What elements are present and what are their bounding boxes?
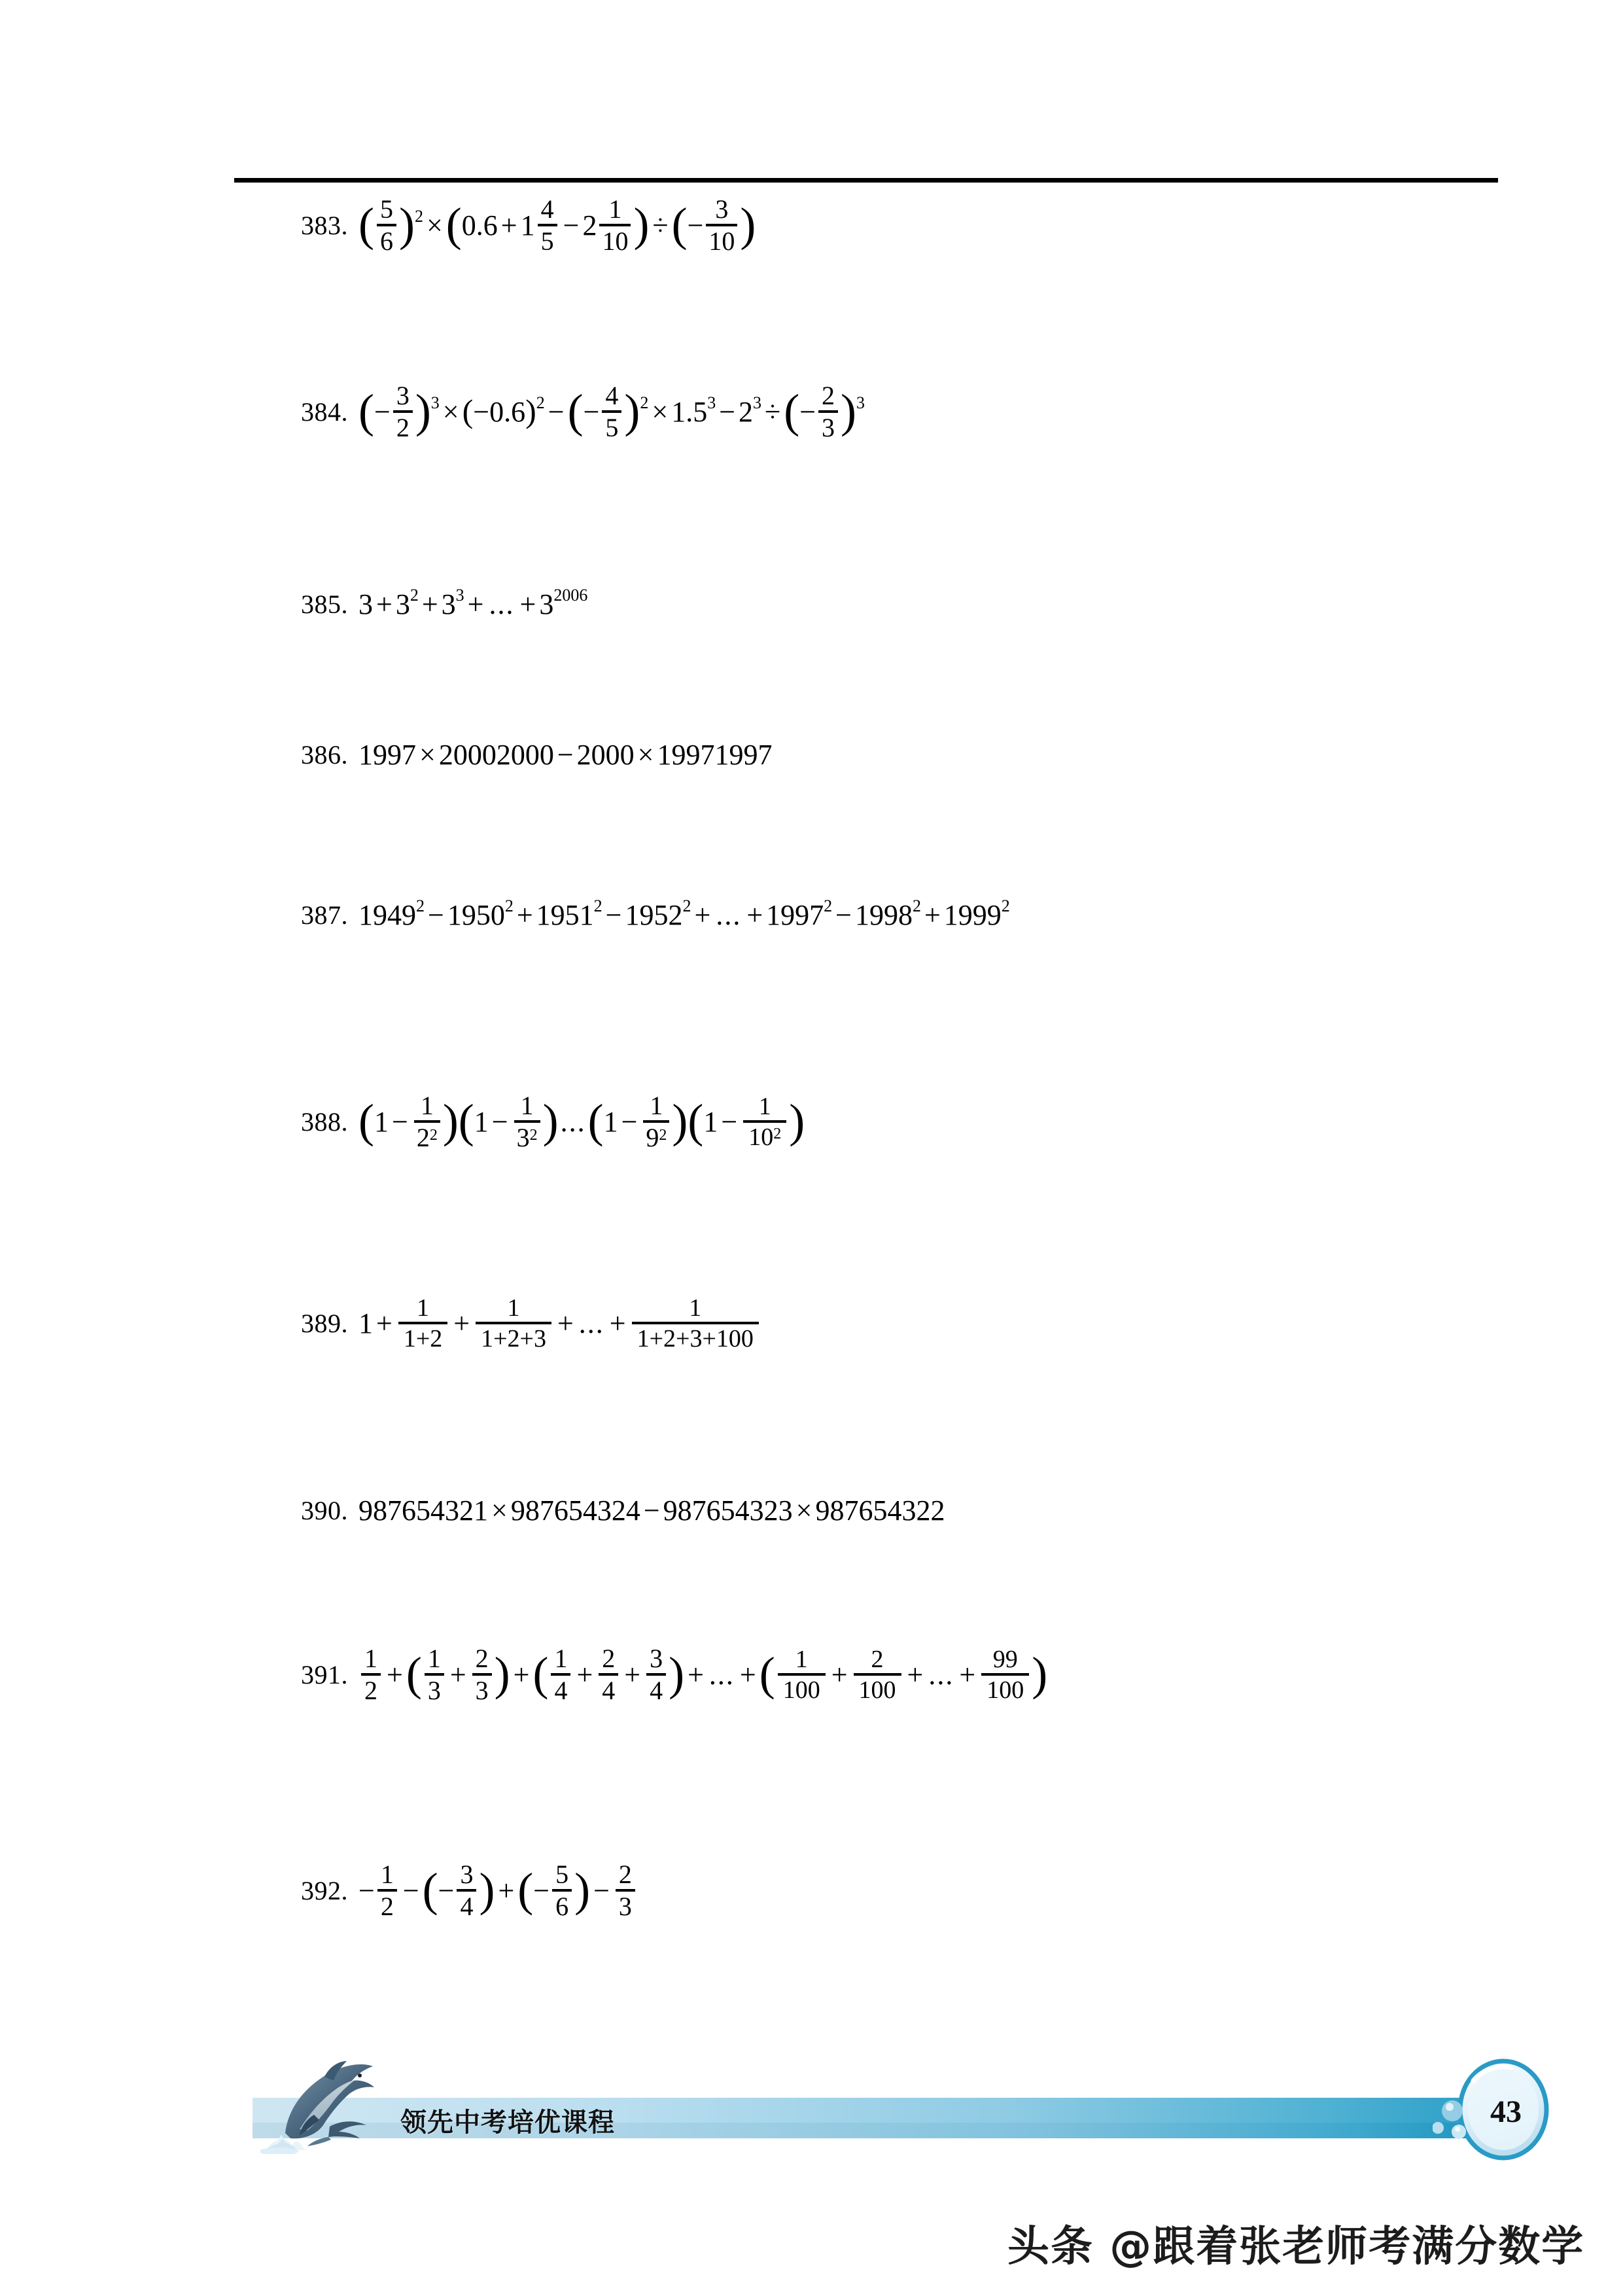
denominator-base: 2 bbox=[416, 1123, 430, 1152]
numerator: 1 bbox=[554, 1644, 568, 1673]
open-paren: ( bbox=[567, 385, 584, 438]
fraction-99-100 bbox=[981, 1647, 1029, 1703]
numerator: 99 bbox=[992, 1646, 1018, 1673]
ellipsis: ... bbox=[578, 1307, 604, 1339]
operator-plus: + bbox=[513, 1658, 530, 1691]
exponent: 2 bbox=[416, 896, 425, 915]
open-paren: ( bbox=[358, 385, 374, 438]
fraction-1-over-1plus2plus3 bbox=[476, 1296, 551, 1351]
numerator: 2 bbox=[618, 1860, 632, 1889]
term: 987654324 bbox=[510, 1494, 640, 1527]
term: 1 bbox=[603, 1105, 618, 1138]
term: 3 bbox=[441, 588, 456, 620]
fraction-3-2 bbox=[393, 383, 413, 441]
term: 1997 bbox=[358, 738, 416, 771]
open-paren: ( bbox=[517, 1863, 534, 1916]
close-paren: ) bbox=[1032, 1648, 1048, 1701]
operator-minus: − bbox=[719, 395, 736, 428]
denominator bbox=[743, 1123, 786, 1150]
whole-part: 1 bbox=[520, 209, 535, 241]
problem-392 bbox=[301, 1862, 638, 1920]
fraction-1-over-1plus2 bbox=[398, 1296, 447, 1351]
operator-times: × bbox=[442, 395, 459, 428]
denominator bbox=[643, 1123, 669, 1151]
term: 1997 bbox=[766, 898, 824, 931]
problem-number: 385. bbox=[301, 590, 348, 619]
fraction-1-2 bbox=[377, 1862, 397, 1920]
fraction-1-4 bbox=[551, 1646, 570, 1704]
operator-plus: + bbox=[557, 1307, 574, 1339]
exponent: 2 bbox=[410, 585, 419, 605]
term: 987654322 bbox=[815, 1494, 945, 1527]
fraction-1-over-9sq bbox=[643, 1093, 669, 1151]
numerator: 1 bbox=[420, 1091, 434, 1120]
exponent: 2 bbox=[824, 896, 833, 915]
operator-minus: − bbox=[548, 395, 565, 428]
operator-minus: − bbox=[593, 1874, 610, 1907]
operator-plus: + bbox=[519, 588, 536, 620]
problem-number: 389. bbox=[301, 1309, 348, 1338]
ellipsis: ... bbox=[560, 1105, 586, 1138]
operator-times: × bbox=[426, 209, 443, 241]
term: 1950 bbox=[447, 898, 505, 931]
denominator-exponent: 2 bbox=[429, 1127, 438, 1144]
footer-brand-text: 领先中考培优课程 bbox=[400, 2108, 615, 2138]
numerator: 1 bbox=[758, 1093, 771, 1120]
operator-plus: + bbox=[421, 588, 438, 620]
fraction-4-5 bbox=[602, 383, 621, 441]
term: 987654323 bbox=[663, 1494, 793, 1527]
operator-minus: − bbox=[835, 898, 852, 931]
open-paren: ( bbox=[358, 1095, 374, 1148]
numerator: 2 bbox=[475, 1644, 489, 1673]
numerator: 1 bbox=[507, 1294, 520, 1322]
operator-plus: + bbox=[376, 588, 393, 620]
exponent: 2 bbox=[682, 896, 691, 915]
denominator: 4 bbox=[554, 1676, 568, 1705]
denominator bbox=[514, 1123, 540, 1151]
exponent: 2006 bbox=[553, 585, 588, 605]
operator-plus: + bbox=[907, 1658, 924, 1691]
problem-expression bbox=[358, 1093, 805, 1151]
close-paren: ) bbox=[624, 385, 640, 438]
operator-minus: − bbox=[643, 1494, 660, 1527]
problem-expression bbox=[358, 738, 773, 771]
exponent: 3 bbox=[753, 393, 762, 412]
close-paren: ) bbox=[415, 385, 431, 438]
exponent: 3 bbox=[707, 393, 716, 412]
exponent: 3 bbox=[430, 393, 440, 412]
problem-number: 386. bbox=[301, 740, 348, 769]
term: 19971997 bbox=[657, 738, 773, 771]
operator-plus: + bbox=[831, 1658, 848, 1691]
ellipsis: ... bbox=[716, 898, 742, 931]
operator-plus: + bbox=[924, 898, 941, 931]
operator-plus: + bbox=[376, 1307, 393, 1339]
exponent: 2 bbox=[640, 393, 649, 412]
problem-number: 388. bbox=[301, 1107, 348, 1137]
sign-negative: − bbox=[358, 1874, 375, 1907]
denominator: 3 bbox=[618, 1892, 632, 1921]
watermark-text: 头条 @跟着张老师考满分数学 bbox=[1007, 2223, 1585, 2271]
problem-number: 383. bbox=[301, 211, 348, 240]
term: 1 bbox=[358, 1307, 373, 1339]
fraction-3-10 bbox=[706, 196, 737, 255]
fraction-2-3 bbox=[472, 1646, 492, 1704]
decimal-term: 1.5 bbox=[671, 395, 708, 428]
exponent: 2 bbox=[414, 206, 423, 226]
operator-times: × bbox=[491, 1494, 508, 1527]
exponent: 2 bbox=[593, 896, 602, 915]
denominator: 100 bbox=[782, 1676, 820, 1704]
numerator: 3 bbox=[650, 1644, 663, 1673]
operator-minus: − bbox=[391, 1105, 408, 1138]
close-paren: ) bbox=[542, 1095, 559, 1148]
fraction-1-100 bbox=[778, 1647, 826, 1703]
sign-negative: − bbox=[438, 1874, 455, 1907]
denominator: 2 bbox=[396, 413, 410, 442]
denominator: 5 bbox=[540, 226, 554, 256]
fraction-4-5 bbox=[538, 196, 557, 255]
operator-plus: + bbox=[688, 1658, 704, 1691]
numerator: 2 bbox=[602, 1644, 616, 1673]
denominator: 100 bbox=[858, 1676, 896, 1704]
numerator: 3 bbox=[396, 381, 410, 410]
operator-plus: + bbox=[624, 1658, 641, 1691]
term: 1 bbox=[374, 1105, 389, 1138]
close-paren: ) bbox=[574, 1863, 591, 1916]
fraction-5-6 bbox=[552, 1862, 572, 1920]
term: 1951 bbox=[536, 898, 594, 931]
operator-plus: + bbox=[467, 588, 484, 620]
denominator: 10 bbox=[708, 226, 735, 256]
term: 1952 bbox=[625, 898, 683, 931]
numerator: 1 bbox=[608, 194, 622, 224]
denominator-base: 10 bbox=[748, 1123, 774, 1151]
decimal-term: −0.6 bbox=[473, 395, 526, 428]
close-paren: ) bbox=[841, 385, 856, 438]
operator-divide: ÷ bbox=[652, 209, 669, 241]
numerator: 1 bbox=[520, 1091, 534, 1120]
operator-divide: ÷ bbox=[765, 395, 781, 428]
numerator: 5 bbox=[379, 194, 393, 224]
open-paren: ( bbox=[458, 1095, 474, 1148]
operator-times: × bbox=[637, 738, 654, 771]
open-paren: ( bbox=[406, 1648, 422, 1701]
operator-plus: + bbox=[959, 1658, 976, 1691]
numerator: 1 bbox=[380, 1860, 394, 1889]
problem-388 bbox=[301, 1093, 805, 1151]
operator-plus: + bbox=[739, 1658, 756, 1691]
denominator: 5 bbox=[605, 413, 619, 442]
ellipsis: ... bbox=[489, 588, 515, 620]
exponent: 3 bbox=[856, 393, 865, 412]
operator-times: × bbox=[652, 395, 669, 428]
exponent: 2 bbox=[536, 393, 545, 412]
operator-minus: − bbox=[563, 209, 580, 241]
fraction-1-over-3sq bbox=[514, 1093, 540, 1151]
problem-number: 387. bbox=[301, 900, 348, 930]
denominator: 1+2+3 bbox=[481, 1325, 546, 1352]
open-paren: ( bbox=[422, 1863, 438, 1916]
open-paren: ( bbox=[462, 393, 474, 429]
numerator: 2 bbox=[822, 381, 835, 410]
denominator: 100 bbox=[986, 1676, 1024, 1704]
open-paren: ( bbox=[587, 1095, 604, 1148]
open-paren: ( bbox=[671, 198, 688, 251]
exponent: 2 bbox=[912, 896, 921, 915]
problem-expression bbox=[358, 1862, 638, 1920]
ellipsis: ... bbox=[928, 1658, 954, 1691]
term: 987654321 bbox=[358, 1494, 488, 1527]
open-paren: ( bbox=[688, 1095, 704, 1148]
numerator: 5 bbox=[555, 1860, 569, 1889]
operator-times: × bbox=[795, 1494, 812, 1527]
operator-minus: − bbox=[621, 1105, 638, 1138]
close-paren: ) bbox=[672, 1095, 688, 1148]
denominator: 4 bbox=[650, 1676, 663, 1705]
numerator: 1 bbox=[650, 1091, 663, 1120]
numerator: 1 bbox=[417, 1294, 430, 1322]
operator-plus: + bbox=[516, 898, 533, 931]
term: 3 bbox=[395, 588, 410, 620]
open-paren: ( bbox=[358, 198, 374, 251]
numerator: 3 bbox=[715, 194, 729, 224]
term: 1998 bbox=[854, 898, 913, 931]
problem-386 bbox=[301, 739, 772, 770]
open-paren: ( bbox=[759, 1648, 775, 1701]
operator-minus: − bbox=[721, 1105, 738, 1138]
fraction-2-3 bbox=[616, 1862, 635, 1920]
denominator: 10 bbox=[602, 226, 629, 256]
term: 20002000 bbox=[438, 738, 554, 771]
problem-expression bbox=[358, 1646, 1047, 1704]
header-rule bbox=[234, 178, 1498, 183]
decimal-term: 0.6 bbox=[461, 209, 498, 241]
close-paren: ) bbox=[789, 1095, 805, 1148]
denominator: 1+2 bbox=[403, 1325, 443, 1352]
denominator-base: 3 bbox=[516, 1123, 530, 1152]
numerator: 2 bbox=[871, 1646, 884, 1673]
fraction-1-over-2sq bbox=[414, 1093, 440, 1151]
problem-number: 392. bbox=[301, 1876, 348, 1905]
sign-negative: − bbox=[687, 209, 704, 241]
operator-plus: + bbox=[576, 1658, 593, 1691]
fraction-1-over-10sq bbox=[743, 1094, 786, 1150]
operator-plus: + bbox=[453, 1307, 470, 1339]
exponent: 2 bbox=[504, 896, 514, 915]
problem-number: 384. bbox=[301, 397, 348, 427]
exponent: 3 bbox=[455, 585, 464, 605]
open-paren: ( bbox=[445, 198, 462, 251]
close-paren: ) bbox=[442, 1095, 459, 1148]
numerator: 1 bbox=[427, 1644, 441, 1673]
fraction-2-3 bbox=[818, 383, 838, 441]
fraction-1-2 bbox=[361, 1646, 381, 1704]
term: 1949 bbox=[358, 898, 416, 931]
problem-387 bbox=[301, 896, 1010, 931]
denominator: 6 bbox=[379, 226, 393, 256]
term: 2000 bbox=[576, 738, 635, 771]
denominator: 3 bbox=[427, 1676, 441, 1705]
operator-minus: − bbox=[491, 1105, 508, 1138]
denominator-exponent: 2 bbox=[529, 1127, 538, 1144]
denominator: 3 bbox=[822, 413, 835, 442]
numerator: 4 bbox=[540, 194, 554, 224]
numerator: 4 bbox=[605, 381, 619, 410]
denominator: 4 bbox=[602, 1676, 616, 1705]
problem-389 bbox=[301, 1296, 761, 1351]
denominator: 4 bbox=[460, 1892, 474, 1921]
problem-expression bbox=[358, 196, 756, 255]
operator-plus: + bbox=[449, 1658, 466, 1691]
operator-plus: + bbox=[387, 1658, 403, 1691]
close-paren: ) bbox=[479, 1863, 495, 1916]
numerator: 1 bbox=[795, 1646, 808, 1673]
sign-negative: − bbox=[583, 395, 600, 428]
term: 1 bbox=[474, 1105, 489, 1138]
problem-expression bbox=[358, 383, 865, 441]
close-paren: ) bbox=[494, 1648, 510, 1701]
sign-negative: − bbox=[374, 395, 391, 428]
problem-number: 391. bbox=[301, 1660, 348, 1689]
open-paren: ( bbox=[532, 1648, 549, 1701]
denominator: 6 bbox=[555, 1892, 569, 1921]
denominator: 1+2+3+100 bbox=[637, 1325, 754, 1352]
numerator: 1 bbox=[689, 1294, 702, 1322]
operator-plus: + bbox=[500, 209, 517, 241]
problem-expression bbox=[358, 896, 1010, 931]
operator-plus: + bbox=[694, 898, 711, 931]
close-paren: ) bbox=[398, 198, 415, 251]
operator-plus: + bbox=[498, 1874, 515, 1907]
term: 3 bbox=[358, 588, 373, 620]
fraction-5-6 bbox=[377, 196, 396, 255]
fraction-1-10 bbox=[599, 196, 631, 255]
close-paren: ) bbox=[669, 1648, 685, 1701]
sign-negative: − bbox=[533, 1874, 550, 1907]
operator-plus: + bbox=[746, 898, 763, 931]
problem-expression bbox=[358, 585, 588, 620]
problem-383 bbox=[301, 196, 756, 255]
denominator: 2 bbox=[380, 1892, 394, 1921]
operator-minus: − bbox=[402, 1874, 419, 1907]
denominator-exponent: 2 bbox=[773, 1125, 782, 1142]
numerator: 1 bbox=[364, 1644, 377, 1673]
term: 1 bbox=[703, 1105, 718, 1138]
close-paren: ) bbox=[525, 393, 536, 429]
ellipsis: ... bbox=[708, 1658, 735, 1691]
term: 1999 bbox=[943, 898, 1002, 931]
base-term: 2 bbox=[739, 395, 754, 428]
denominator-base: 9 bbox=[646, 1123, 659, 1152]
open-paren: ( bbox=[784, 385, 800, 438]
problem-expression bbox=[358, 1496, 945, 1525]
operator-plus: + bbox=[609, 1307, 626, 1339]
exponent: 2 bbox=[1001, 896, 1010, 915]
fraction-1-3 bbox=[425, 1646, 444, 1704]
sign-negative: − bbox=[799, 395, 816, 428]
operator-times: × bbox=[419, 738, 436, 771]
problem-385 bbox=[301, 585, 588, 620]
problem-390 bbox=[301, 1495, 945, 1526]
operator-minus: − bbox=[605, 898, 622, 931]
fraction-2-100 bbox=[854, 1647, 901, 1703]
problem-384 bbox=[301, 383, 865, 441]
denominator bbox=[414, 1123, 440, 1151]
fraction-1-over-1plus2plus3plus100 bbox=[632, 1296, 759, 1351]
numerator: 3 bbox=[460, 1860, 474, 1889]
page-number: 43 bbox=[1490, 2094, 1522, 2129]
denominator: 2 bbox=[364, 1676, 377, 1705]
dolphin-logo-icon bbox=[273, 2047, 417, 2151]
problem-number: 390. bbox=[301, 1496, 348, 1525]
term: 3 bbox=[539, 588, 554, 620]
fraction-2-4 bbox=[599, 1646, 618, 1704]
fraction-3-4 bbox=[457, 1862, 476, 1920]
close-paren: ) bbox=[740, 198, 756, 251]
fraction-3-4 bbox=[646, 1646, 666, 1704]
problem-expression bbox=[358, 1296, 761, 1351]
denominator: 3 bbox=[475, 1676, 489, 1705]
whole-part: 2 bbox=[582, 209, 597, 241]
page-footer bbox=[0, 2078, 1623, 2157]
operator-minus: − bbox=[557, 738, 574, 771]
close-paren: ) bbox=[633, 198, 650, 251]
problem-391 bbox=[301, 1646, 1047, 1704]
operator-minus: − bbox=[428, 898, 444, 931]
denominator-exponent: 2 bbox=[659, 1127, 667, 1144]
